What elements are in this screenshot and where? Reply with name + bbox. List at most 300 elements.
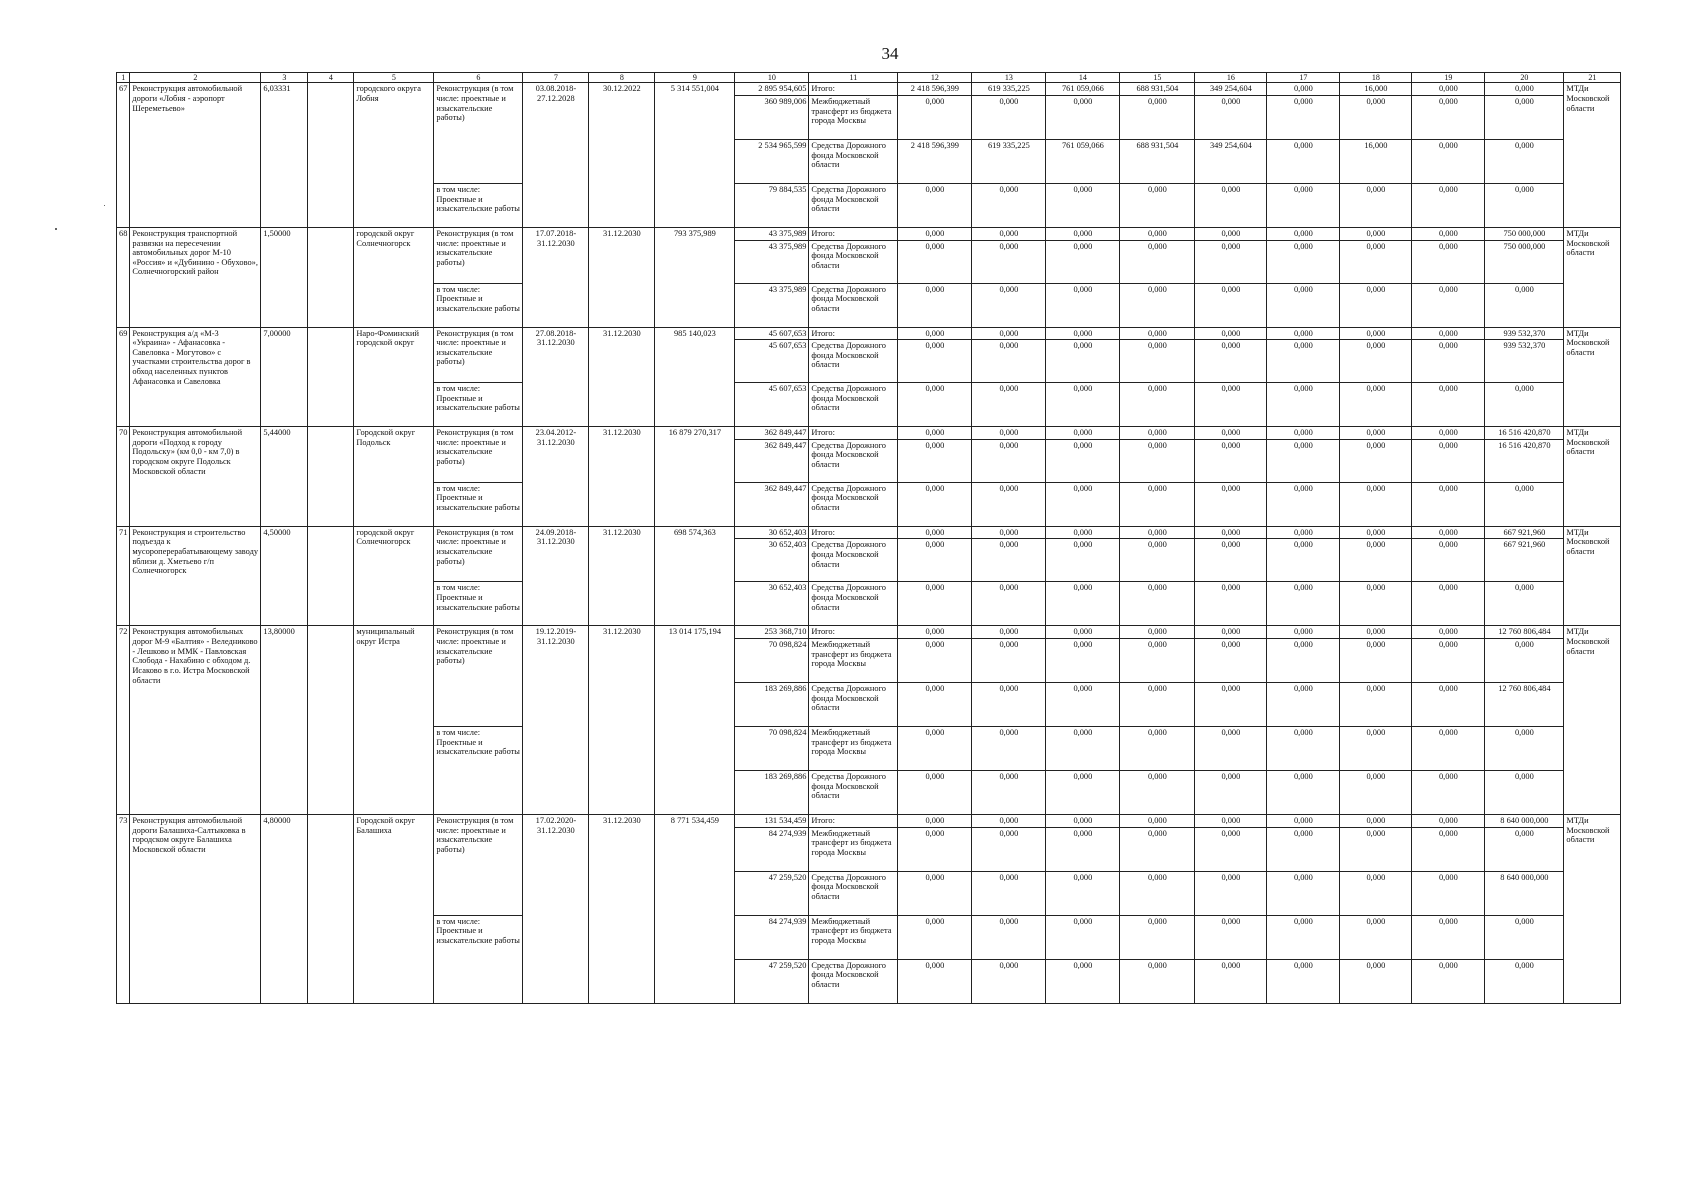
year-amount: 0,000: [972, 383, 1046, 427]
funding-source: Итого:: [809, 327, 898, 340]
year-amount: 0,000: [1412, 427, 1485, 440]
year-amount: 0,000: [1340, 959, 1412, 1003]
year-amount: 0,000: [1195, 95, 1267, 139]
customer: МТДи Московской области: [1564, 83, 1621, 228]
financed-amount: 45 607,653: [735, 340, 809, 383]
year-amount: 2 418 596,399: [898, 83, 972, 96]
year-amount: 0,000: [1046, 959, 1120, 1003]
year-amount: 0,000: [1340, 827, 1412, 871]
year-amount: 0,000: [1485, 582, 1564, 626]
year-amount: 0,000: [1485, 639, 1564, 683]
object-name: Реконструкция автомобильной дороги «Подход к городу Подольску» (км 0,0 - км 7,0) в городском округе Подольск Московской области: [130, 427, 261, 527]
year-amount: 0,000: [1046, 815, 1120, 828]
year-amount: 0,000: [1120, 526, 1195, 539]
year-amount: 0,000: [1195, 871, 1267, 915]
empty-cell: [308, 83, 354, 228]
object-name: Реконструкция а/д «М-3 «Украина» - Афанасовка - Савеловка - Могутово» с участками строительства дорог в обход населенных пунктов Афанасовка и Савеловка: [130, 327, 261, 427]
financed-amount: 30 652,403: [735, 526, 809, 539]
funding-source: Средства Дорожного фонда Московской области: [809, 139, 898, 183]
year-amount: 349 254,604: [1195, 139, 1267, 183]
year-amount: 0,000: [1412, 539, 1485, 582]
year-amount: 0,000: [1267, 626, 1340, 639]
column-number: 16: [1195, 73, 1267, 83]
funding-source: Межбюджетный трансферт из бюджета города Москвы: [809, 639, 898, 683]
year-amount: 0,000: [898, 639, 972, 683]
year-amount: 0,000: [1267, 439, 1340, 482]
year-amount: 0,000: [1046, 383, 1120, 427]
year-amount: 0,000: [1046, 727, 1120, 771]
completion-date: 31.12.2030: [589, 626, 655, 815]
year-amount: 0,000: [1046, 639, 1120, 683]
year-amount: 0,000: [1412, 439, 1485, 482]
work-type: Реконструкция (в том числе: проектные и изыскательские работы): [434, 815, 523, 916]
customer: МТДи Московской области: [1564, 815, 1621, 1004]
completion-date: 31.12.2030: [589, 427, 655, 527]
column-number: 7: [523, 73, 589, 83]
year-amount: 0,000: [972, 227, 1046, 240]
table-row: [117, 83, 1621, 96]
municipality: Городской округ Балашиха: [354, 815, 434, 1004]
year-amount: 0,000: [1412, 383, 1485, 427]
year-amount: 0,000: [1046, 95, 1120, 139]
funding-source: Межбюджетный трансферт из бюджета города Москвы: [809, 727, 898, 771]
year-amount: 0,000: [1267, 83, 1340, 96]
work-type: Реконструкция (в том числе: проектные и изыскательские работы): [434, 427, 523, 483]
year-amount: 0,000: [1267, 871, 1340, 915]
empty-cell: [308, 327, 354, 427]
financed-amount: 30 652,403: [735, 582, 809, 626]
year-amount: 0,000: [1195, 827, 1267, 871]
customer: МТДи Московской области: [1564, 227, 1621, 327]
year-amount: 0,000: [1195, 683, 1267, 727]
year-amount: 0,000: [1267, 283, 1340, 327]
year-amount: 0,000: [1046, 827, 1120, 871]
year-amount: 0,000: [1485, 83, 1564, 96]
year-amount: 0,000: [1267, 959, 1340, 1003]
year-amount: 0,000: [1046, 227, 1120, 240]
year-amount: 0,000: [1485, 727, 1564, 771]
year-amount: 0,000: [1340, 771, 1412, 815]
year-amount: 0,000: [1267, 327, 1340, 340]
year-amount: 0,000: [1412, 340, 1485, 383]
year-amount: 0,000: [1412, 871, 1485, 915]
year-amount: 0,000: [1046, 915, 1120, 959]
year-amount: 619 335,225: [972, 139, 1046, 183]
financed-amount: 70 098,824: [735, 639, 809, 683]
municipality: городского округа Лобня: [354, 83, 434, 228]
year-amount: 0,000: [898, 482, 972, 526]
year-amount: 0,000: [1340, 327, 1412, 340]
year-amount: 0,000: [1120, 383, 1195, 427]
financed-amount: 30 652,403: [735, 539, 809, 582]
work-type-sub: в том числе: Проектные и изыскательские работы: [434, 283, 523, 327]
year-amount: 0,000: [1046, 871, 1120, 915]
customer: МТДи Московской области: [1564, 327, 1621, 427]
funding-source: Средства Дорожного фонда Московской области: [809, 959, 898, 1003]
column-number: 9: [655, 73, 735, 83]
funding-source: Итого:: [809, 815, 898, 828]
empty-cell: [308, 227, 354, 327]
row-number: 70: [117, 427, 130, 527]
length-km: 6,03331: [261, 83, 308, 228]
year-amount: 0,000: [1046, 240, 1120, 283]
financed-amount: 253 368,710: [735, 626, 809, 639]
scan-speck: [104, 205, 105, 206]
column-number: 11: [809, 73, 898, 83]
funding-source: Средства Дорожного фонда Московской области: [809, 482, 898, 526]
work-period: 23.04.2012-31.12.2030: [523, 427, 589, 527]
length-km: 1,50000: [261, 227, 308, 327]
year-amount: 0,000: [1267, 526, 1340, 539]
year-amount: 0,000: [1412, 815, 1485, 828]
year-amount: 0,000: [1046, 683, 1120, 727]
financing-table: [116, 72, 1621, 1004]
year-amount: 0,000: [1340, 183, 1412, 227]
year-amount: 761 059,066: [1046, 83, 1120, 96]
year-amount: 0,000: [1195, 427, 1267, 440]
year-amount: 0,000: [1046, 626, 1120, 639]
table-row: [117, 815, 1621, 828]
funding-source: Средства Дорожного фонда Московской области: [809, 683, 898, 727]
year-amount: 0,000: [1485, 771, 1564, 815]
year-amount: 0,000: [972, 439, 1046, 482]
year-amount: 0,000: [1412, 959, 1485, 1003]
funding-source: Межбюджетный трансферт из бюджета города Москвы: [809, 827, 898, 871]
year-amount: 0,000: [972, 915, 1046, 959]
year-amount: 0,000: [898, 539, 972, 582]
customer: МТДи Московской области: [1564, 427, 1621, 527]
row-number: 67: [117, 83, 130, 228]
year-amount: 0,000: [1120, 427, 1195, 440]
year-amount: 0,000: [972, 427, 1046, 440]
year-amount: 0,000: [1340, 526, 1412, 539]
year-amount: 0,000: [898, 427, 972, 440]
year-amount: 0,000: [1195, 482, 1267, 526]
municipality: Городской округ Подольск: [354, 427, 434, 527]
year-amount: 0,000: [1267, 771, 1340, 815]
year-amount: 0,000: [1195, 526, 1267, 539]
total-cost: 985 140,023: [655, 327, 735, 427]
year-amount: 0,000: [972, 582, 1046, 626]
funding-source: Межбюджетный трансферт из бюджета города Москвы: [809, 915, 898, 959]
work-period: 17.02.2020-31.12.2030: [523, 815, 589, 1004]
financed-amount: 45 607,653: [735, 383, 809, 427]
year-amount: 0,000: [1412, 526, 1485, 539]
year-amount: 0,000: [1485, 959, 1564, 1003]
year-amount: 0,000: [1195, 815, 1267, 828]
year-amount: 0,000: [1120, 727, 1195, 771]
completion-date: 30.12.2022: [589, 83, 655, 228]
year-amount: 0,000: [1120, 626, 1195, 639]
year-amount: 16,000: [1340, 83, 1412, 96]
column-number: 3: [261, 73, 308, 83]
municipality: городской округ Солнечногорск: [354, 227, 434, 327]
year-amount: 349 254,604: [1195, 83, 1267, 96]
year-amount: 0,000: [972, 683, 1046, 727]
column-number: 1: [117, 73, 130, 83]
financed-amount: 362 849,447: [735, 439, 809, 482]
year-amount: 0,000: [898, 582, 972, 626]
financed-amount: 70 098,824: [735, 727, 809, 771]
column-number: 21: [1564, 73, 1621, 83]
funding-source: Итого:: [809, 83, 898, 96]
year-amount: 0,000: [1046, 327, 1120, 340]
year-amount: 0,000: [1485, 95, 1564, 139]
year-amount: 667 921,960: [1485, 526, 1564, 539]
row-number: 69: [117, 327, 130, 427]
year-amount: 0,000: [898, 227, 972, 240]
year-amount: 2 418 596,399: [898, 139, 972, 183]
year-amount: 0,000: [1485, 482, 1564, 526]
year-amount: 0,000: [1195, 915, 1267, 959]
empty-cell: [308, 626, 354, 815]
table-row: [117, 427, 1621, 440]
year-amount: 0,000: [1485, 283, 1564, 327]
year-amount: 0,000: [1120, 283, 1195, 327]
year-amount: 0,000: [1267, 582, 1340, 626]
year-amount: 0,000: [1120, 639, 1195, 683]
work-type-sub: в том числе: Проектные и изыскательские работы: [434, 183, 523, 227]
funding-source: Средства Дорожного фонда Московской области: [809, 439, 898, 482]
funding-source: Средства Дорожного фонда Московской области: [809, 383, 898, 427]
financed-amount: 183 269,886: [735, 771, 809, 815]
year-amount: 0,000: [1267, 383, 1340, 427]
funding-source: Средства Дорожного фонда Московской области: [809, 240, 898, 283]
financed-amount: 79 884,535: [735, 183, 809, 227]
customer: МТДи Московской области: [1564, 626, 1621, 815]
year-amount: 0,000: [1046, 283, 1120, 327]
year-amount: 0,000: [1195, 582, 1267, 626]
year-amount: 0,000: [972, 283, 1046, 327]
column-number: 4: [308, 73, 354, 83]
year-amount: 0,000: [1340, 871, 1412, 915]
financed-amount: 43 375,989: [735, 240, 809, 283]
year-amount: 0,000: [1120, 871, 1195, 915]
year-amount: 0,000: [972, 827, 1046, 871]
year-amount: 0,000: [1340, 539, 1412, 582]
object-name: Реконструкция и строительство подъезда к мусороперерабатывающему заводу вблизи д. Хметьево г/п Солнечногорск: [130, 526, 261, 626]
work-type: Реконструкция (в том числе: проектные и изыскательские работы): [434, 227, 523, 283]
year-amount: 619 335,225: [972, 83, 1046, 96]
year-amount: 0,000: [972, 959, 1046, 1003]
work-type: Реконструкция (в том числе: проектные и изыскательские работы): [434, 327, 523, 383]
financed-amount: 183 269,886: [735, 683, 809, 727]
customer: МТДи Московской области: [1564, 526, 1621, 626]
year-amount: 667 921,960: [1485, 539, 1564, 582]
year-amount: 0,000: [1412, 183, 1485, 227]
work-type-sub: в том числе: Проектные и изыскательские работы: [434, 383, 523, 427]
funding-source: Итого:: [809, 227, 898, 240]
year-amount: 0,000: [1046, 771, 1120, 815]
year-amount: 0,000: [1267, 95, 1340, 139]
object-name: Реконструкция автомобильных дорог М-9 «Балтия» - Веледниково - Лешково и ММК - Павловская Слобода - Нахабино с обходом д. Исаково в г.о. Истра Московской области: [130, 626, 261, 815]
year-amount: 0,000: [1120, 815, 1195, 828]
table-row: [117, 327, 1621, 340]
completion-date: 31.12.2030: [589, 327, 655, 427]
year-amount: 0,000: [1120, 240, 1195, 283]
year-amount: 0,000: [972, 639, 1046, 683]
financed-amount: 131 534,459: [735, 815, 809, 828]
financed-amount: 360 989,006: [735, 95, 809, 139]
funding-source: Средства Дорожного фонда Московской области: [809, 582, 898, 626]
column-number: 12: [898, 73, 972, 83]
work-period: 19.12.2019-31.12.2030: [523, 626, 589, 815]
year-amount: 0,000: [1485, 915, 1564, 959]
year-amount: 0,000: [1195, 383, 1267, 427]
year-amount: 0,000: [898, 959, 972, 1003]
column-number: 15: [1120, 73, 1195, 83]
year-amount: 0,000: [972, 727, 1046, 771]
work-type: Реконструкция (в том числе: проектные и изыскательские работы): [434, 526, 523, 582]
year-amount: 0,000: [1340, 283, 1412, 327]
year-amount: 0,000: [972, 482, 1046, 526]
work-type: Реконструкция (в том числе: проектные и изыскательские работы): [434, 626, 523, 727]
total-cost: 13 014 175,194: [655, 626, 735, 815]
year-amount: 0,000: [1412, 683, 1485, 727]
year-amount: 0,000: [1046, 183, 1120, 227]
year-amount: 939 532,370: [1485, 327, 1564, 340]
financed-amount: 362 849,447: [735, 427, 809, 440]
column-number: 13: [972, 73, 1046, 83]
column-number: 20: [1485, 73, 1564, 83]
year-amount: 0,000: [1340, 240, 1412, 283]
year-amount: 0,000: [1046, 427, 1120, 440]
year-amount: 0,000: [1046, 539, 1120, 582]
year-amount: 0,000: [1195, 327, 1267, 340]
year-amount: 0,000: [898, 771, 972, 815]
year-amount: 0,000: [1412, 139, 1485, 183]
year-amount: 8 640 000,000: [1485, 815, 1564, 828]
year-amount: 0,000: [972, 340, 1046, 383]
year-amount: 0,000: [1340, 439, 1412, 482]
year-amount: 0,000: [1120, 482, 1195, 526]
financed-amount: 2 895 954,605: [735, 83, 809, 96]
year-amount: 0,000: [1120, 915, 1195, 959]
year-amount: 0,000: [1267, 427, 1340, 440]
year-amount: 0,000: [898, 95, 972, 139]
year-amount: 0,000: [1340, 639, 1412, 683]
year-amount: 0,000: [1412, 582, 1485, 626]
year-amount: 0,000: [1046, 526, 1120, 539]
year-amount: 0,000: [1412, 240, 1485, 283]
year-amount: 0,000: [1267, 482, 1340, 526]
year-amount: 0,000: [1267, 639, 1340, 683]
year-amount: 0,000: [1412, 639, 1485, 683]
year-amount: 0,000: [1340, 915, 1412, 959]
table-row: [117, 227, 1621, 240]
work-period: 03.08.2018-27.12.2028: [523, 83, 589, 228]
empty-cell: [308, 526, 354, 626]
year-amount: 0,000: [1340, 95, 1412, 139]
column-number: 5: [354, 73, 434, 83]
year-amount: 750 000,000: [1485, 240, 1564, 283]
column-number: 6: [434, 73, 523, 83]
year-amount: 0,000: [1412, 626, 1485, 639]
financed-amount: 84 274,939: [735, 915, 809, 959]
financed-amount: 362 849,447: [735, 482, 809, 526]
year-amount: 0,000: [1046, 482, 1120, 526]
year-amount: 0,000: [1340, 383, 1412, 427]
length-km: 4,50000: [261, 526, 308, 626]
table-row: [117, 526, 1621, 539]
year-amount: 0,000: [972, 526, 1046, 539]
year-amount: 0,000: [1340, 427, 1412, 440]
year-amount: 16 516 420,870: [1485, 427, 1564, 440]
year-amount: 688 931,504: [1120, 139, 1195, 183]
year-amount: 0,000: [1267, 183, 1340, 227]
column-number: 2: [130, 73, 261, 83]
work-type: Реконструкция (в том числе: проектные и изыскательские работы): [434, 83, 523, 184]
empty-cell: [308, 427, 354, 527]
year-amount: 761 059,066: [1046, 139, 1120, 183]
total-cost: 16 879 270,317: [655, 427, 735, 527]
year-amount: 0,000: [898, 240, 972, 283]
year-amount: 0,000: [898, 683, 972, 727]
year-amount: 0,000: [898, 383, 972, 427]
row-number: 71: [117, 526, 130, 626]
work-type-sub: в том числе: Проектные и изыскательские работы: [434, 482, 523, 526]
year-amount: 0,000: [972, 327, 1046, 340]
funding-source: Средства Дорожного фонда Московской области: [809, 183, 898, 227]
column-number: 10: [735, 73, 809, 83]
year-amount: 0,000: [1120, 95, 1195, 139]
year-amount: 0,000: [972, 183, 1046, 227]
year-amount: 0,000: [1340, 683, 1412, 727]
column-number: 18: [1340, 73, 1412, 83]
year-amount: 0,000: [898, 439, 972, 482]
year-amount: 0,000: [898, 183, 972, 227]
year-amount: 12 760 806,484: [1485, 683, 1564, 727]
table-row: [117, 626, 1621, 639]
year-amount: 0,000: [1412, 915, 1485, 959]
funding-source: Итого:: [809, 526, 898, 539]
total-cost: 793 375,989: [655, 227, 735, 327]
page-number: 34: [881, 44, 899, 63]
year-amount: 0,000: [898, 340, 972, 383]
year-amount: 0,000: [898, 526, 972, 539]
year-amount: 0,000: [1485, 383, 1564, 427]
year-amount: 0,000: [972, 240, 1046, 283]
completion-date: 31.12.2030: [589, 227, 655, 327]
municipality: Наро-Фоминский городской округ: [354, 327, 434, 427]
year-amount: 0,000: [1485, 139, 1564, 183]
year-amount: 0,000: [1412, 827, 1485, 871]
year-amount: 0,000: [1340, 626, 1412, 639]
year-amount: 0,000: [1046, 439, 1120, 482]
year-amount: 750 000,000: [1485, 227, 1564, 240]
year-amount: 0,000: [972, 871, 1046, 915]
year-amount: 0,000: [1195, 771, 1267, 815]
year-amount: 0,000: [972, 626, 1046, 639]
year-amount: 0,000: [1046, 340, 1120, 383]
column-number-row: [117, 73, 1621, 83]
year-amount: 0,000: [1195, 626, 1267, 639]
year-amount: 0,000: [1195, 439, 1267, 482]
financed-amount: 84 274,939: [735, 827, 809, 871]
work-period: 17.07.2018-31.12.2030: [523, 227, 589, 327]
work-period: 24.09.2018-31.12.2030: [523, 526, 589, 626]
year-amount: 0,000: [1267, 240, 1340, 283]
year-amount: 688 931,504: [1120, 83, 1195, 96]
year-amount: 0,000: [1340, 727, 1412, 771]
year-amount: 0,000: [1412, 95, 1485, 139]
year-amount: 0,000: [1120, 439, 1195, 482]
funding-source: Итого:: [809, 626, 898, 639]
year-amount: 0,000: [1267, 340, 1340, 383]
funding-source: Итого:: [809, 427, 898, 440]
year-amount: 0,000: [1120, 539, 1195, 582]
work-type-sub: в том числе: Проектные и изыскательские работы: [434, 915, 523, 1003]
